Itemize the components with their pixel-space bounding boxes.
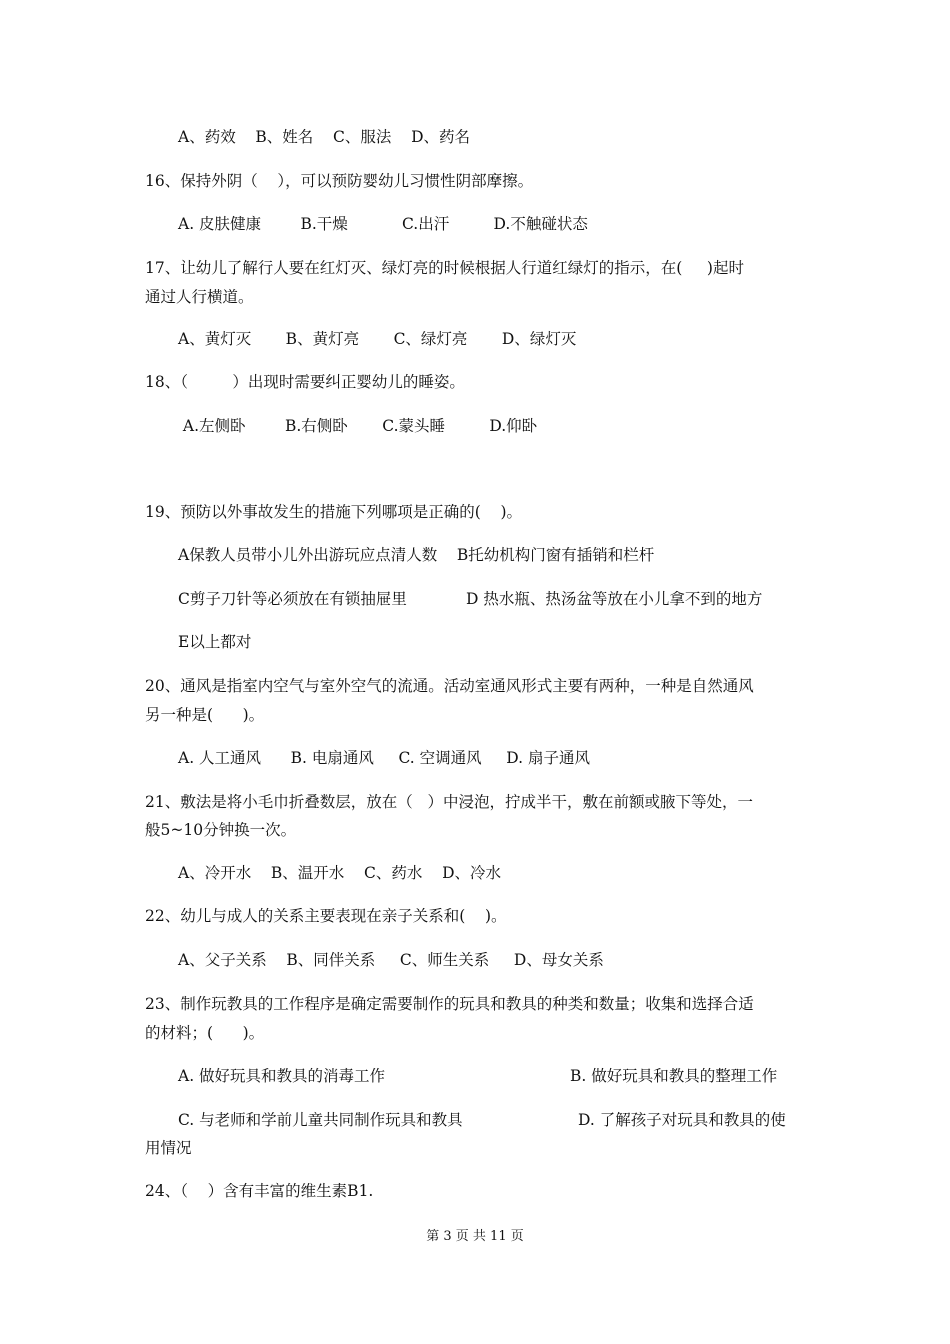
page-number-footer: 第 3 页 共 11 页: [426, 1229, 524, 1244]
q23-option-c: C. 与老师和学前儿童共同制作玩具和教具: [178, 1111, 463, 1129]
q20-options: A. 人工通风 B. 电扇通风 C. 空调通风 D. 扇子通风: [178, 749, 591, 767]
q23-option-d-continued: 用情况: [145, 1139, 192, 1157]
q22-options: A、父子关系 B、同伴关系 C、师生关系 D、母女关系: [178, 951, 604, 969]
q17-stem-line1: 17、让幼儿了解行人要在红灯灭、绿灯亮的时候根据人行道红绿灯的指示，在( )起时: [145, 259, 744, 277]
q18-stem: 18、（ ）出现时需要纠正婴幼儿的睡姿。: [145, 373, 465, 391]
q16-stem: 16、保持外阴（ ），可以预防婴幼儿习惯性阴部摩擦。: [145, 172, 534, 190]
q19-stem: 19、预防以外事故发生的措施下列哪项是正确的( )。: [145, 503, 523, 521]
q19-options-2: C剪子刀针等必须放在有锁抽屉里 D 热水瓶、热汤盆等放在小儿拿不到的地方: [178, 590, 763, 608]
q19-options-1: A保教人员带小儿外出游玩应点清人数 B托幼机构门窗有插销和栏杆: [178, 546, 655, 564]
q23-stem-line1: 23、制作玩教具的工作程序是确定需要制作的玩具和教具的种类和数量；收集和选择合适: [145, 995, 754, 1013]
q20-stem-line2: 另一种是( )。: [145, 706, 265, 724]
q20-stem-line1: 20、通风是指室内空气与室外空气的流通。活动室通风形式主要有两种，一种是自然通风: [145, 677, 754, 695]
q17-stem-line2: 通过人行横道。: [145, 288, 254, 306]
q16-options: A. 皮肤健康 B.干燥 C.出汗 D.不触碰状态: [178, 215, 588, 233]
q23-option-a: A. 做好玩具和教具的消毒工作: [178, 1067, 386, 1085]
q24-stem: 24、（ ）含有丰富的维生素B1.: [145, 1182, 374, 1200]
q22-stem: 22、幼儿与成人的关系主要表现在亲子关系和( )。: [145, 907, 507, 925]
q19-options-3: E以上都对: [178, 633, 252, 651]
q18-options: A.左侧卧 B.右侧卧 C.蒙头睡 D.仰卧: [178, 417, 538, 435]
q15-options: A、药效 B、姓名 C、服法 D、药名: [178, 128, 470, 146]
q23-option-b: B. 做好玩具和教具的整理工作: [570, 1067, 778, 1085]
q21-options: A、冷开水 B、温开水 C、药水 D、冷水: [178, 864, 501, 882]
q23-stem-line2: 的材料；( )。: [145, 1024, 265, 1042]
q23-option-d: D. 了解孩子对玩具和教具的使: [578, 1111, 786, 1129]
q17-options: A、黄灯灭 B、黄灯亮 C、绿灯亮 D、绿灯灭: [178, 330, 577, 348]
q21-stem-line2: 般5~10分钟换一次。: [145, 821, 297, 839]
q21-stem-line1: 21、敷法是将小毛巾折叠数层，放在（ ）中浸泡，拧成半干，敷在前额或腋下等处，一: [145, 793, 754, 811]
